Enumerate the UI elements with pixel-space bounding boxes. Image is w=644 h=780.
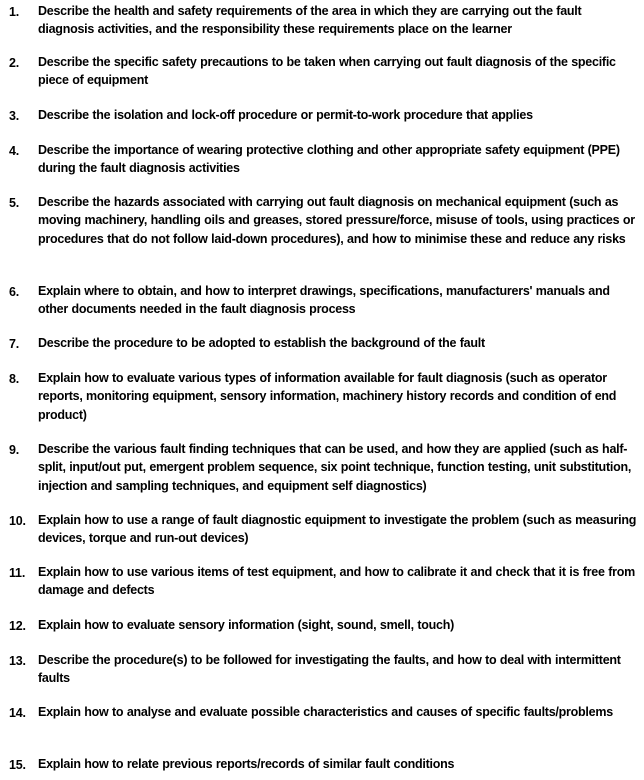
item-number: 12.: [9, 619, 26, 633]
item-text: Explain how to analyse and evaluate possible characteristics and causes of specific faults/problems: [38, 705, 613, 719]
item-text: Describe the importance of wearing protective clothing and other appropriate safety equipment (PPE) during the fault diagnosis activities: [38, 143, 620, 176]
item-text: Explain how to use a range of fault diagnostic equipment to investigate the problem (such as measuring devices, torque and run-out devices): [38, 513, 637, 546]
item-text: Explain how to relate previous reports/records of similar fault conditions: [38, 757, 455, 771]
item-text: Explain how to evaluate sensory information (sight, sound, smell, touch): [38, 618, 455, 632]
item-number: 3.: [9, 109, 20, 123]
item-number: 8.: [9, 372, 20, 386]
item-number: 14.: [9, 706, 26, 720]
item-number: 5.: [9, 196, 20, 210]
item-number: 4.: [9, 144, 20, 158]
item-text: Describe the hazards associated with carrying out fault diagnosis on mechanical equipment (such as moving machinery, handling oils and greases, stored pressure/force, misuse of tools, using practices or procedures that do not follow laid-down procedures), and how to minimise these and reduce any risks: [38, 195, 635, 246]
item-text: Describe the procedure to be adopted to establish the background of the fault: [38, 336, 485, 350]
item-text: Explain how to evaluate various types of information available for fault diagnosis (such as operator reports, monitoring equipment, sensory information, machinery history records and condition of end product): [38, 371, 617, 422]
item-text: Explain how to use various items of test equipment, and how to calibrate it and check that it is free from damage and defects: [38, 565, 635, 598]
item-text: Describe the health and safety requirements of the area in which they are carrying out the fault diagnosis activities, and the responsibility these requirements place on the learner: [38, 4, 582, 37]
item-text: Describe the specific safety precautions to be taken when carrying out fault diagnosis of the specific piece of equipment: [38, 55, 616, 88]
item-number: 15.: [9, 758, 26, 772]
item-number: 2.: [9, 56, 20, 70]
item-number: 10.: [9, 514, 26, 528]
item-number: 1.: [9, 5, 20, 19]
item-text: Explain where to obtain, and how to interpret drawings, specifications, manufacturers' manuals and other documents needed in the fault diagnosis process: [38, 284, 610, 317]
item-text: Describe the procedure(s) to be followed for investigating the faults, and how to deal with intermittent faults: [38, 653, 621, 686]
item-number: 13.: [9, 654, 26, 668]
item-number: 9.: [9, 443, 20, 457]
item-number: 7.: [9, 337, 20, 351]
item-text: Describe the isolation and lock-off procedure or permit-to-work procedure that applies: [38, 108, 533, 122]
item-number: 11.: [9, 566, 26, 580]
item-text: Describe the various fault finding techniques that can be used, and how they are applied (such as half-split, input/out put, emergent problem sequence, six point technique, function testing, unit substitution, injection and sampling techniques, and equipment self diagnostics): [38, 442, 632, 493]
item-number: 6.: [9, 285, 20, 299]
